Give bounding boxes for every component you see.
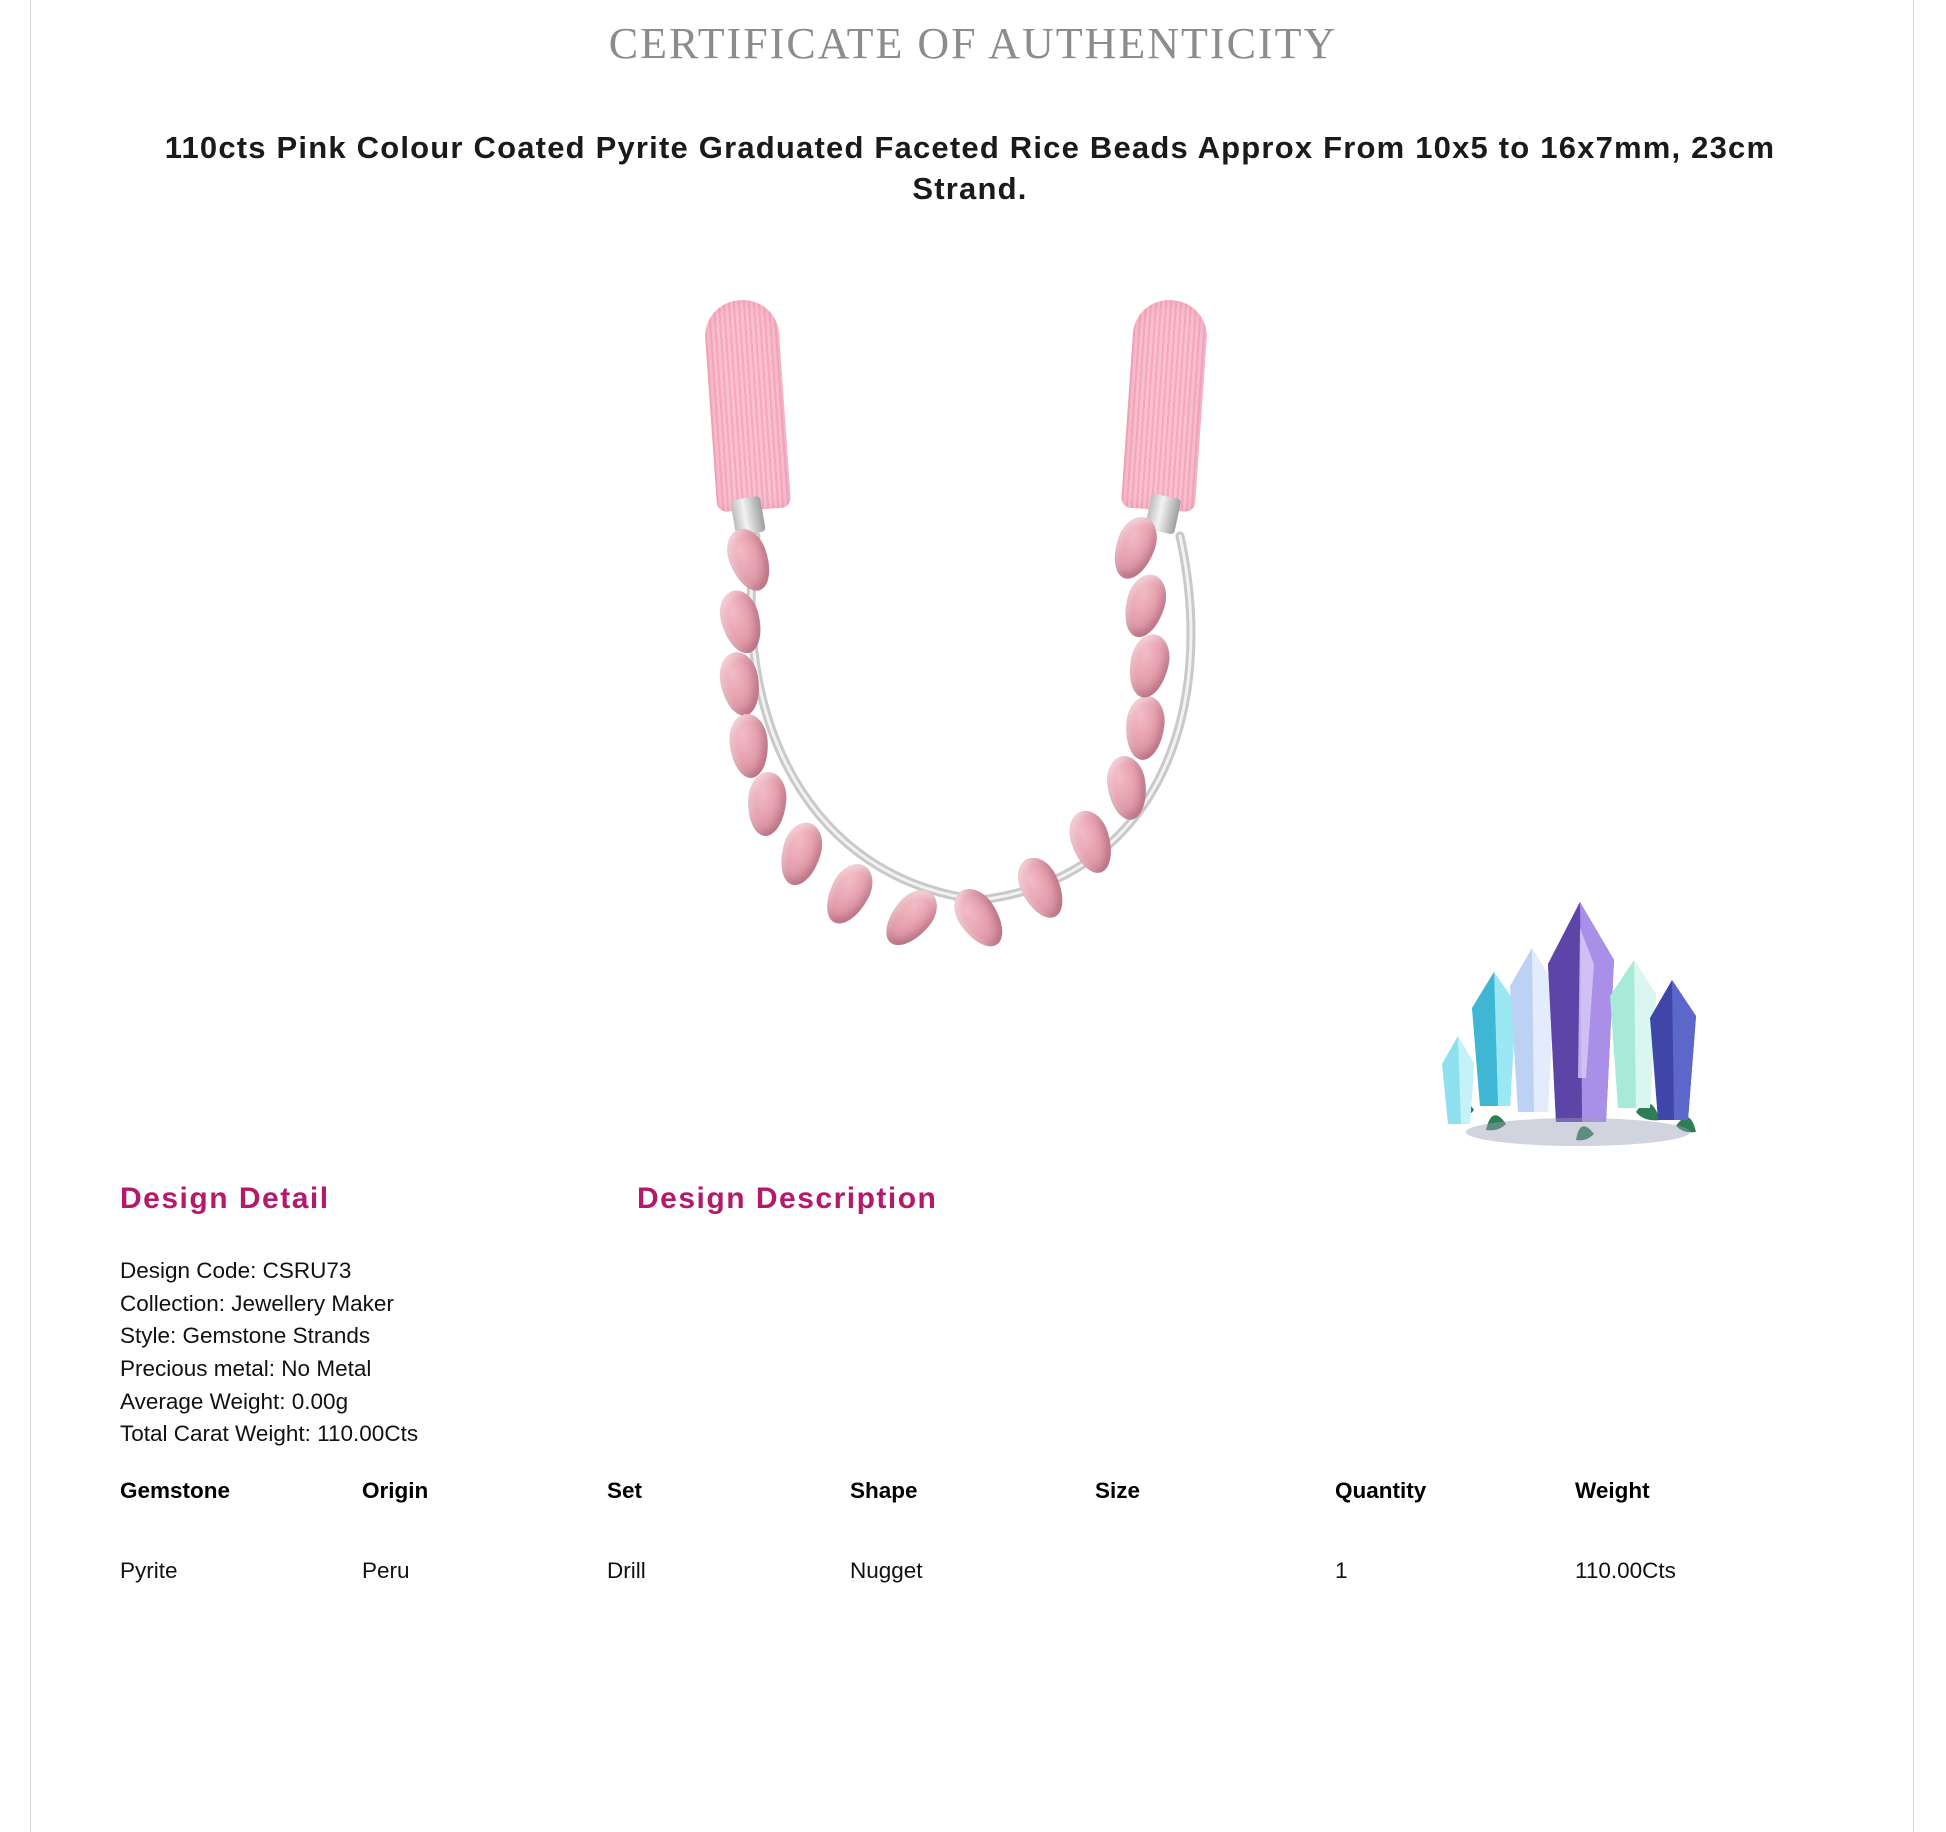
header-quantity: Quantity: [1335, 1478, 1427, 1503]
design-detail-list: [120, 1255, 740, 1451]
cell-gemstone: Pyrite: [120, 1558, 178, 1583]
table-header-row: [120, 1478, 1810, 1558]
header-weight: Weight: [1575, 1478, 1650, 1503]
cell-origin: Peru: [362, 1558, 410, 1583]
product-title: 110cts Pink Colour Coated Pyrite Graduated Faceted Rice Beads Approx From 10x5 to 16x7mm, 23cm Strand.: [164, 130, 1776, 206]
header-gemstone: Gemstone: [120, 1478, 231, 1503]
certificate-title: CERTIFICATE OF AUTHENTICITY: [608, 19, 1338, 68]
cell-set: Drill: [607, 1558, 646, 1583]
design-description-heading: Design Description: [637, 1182, 938, 1215]
cell-quantity: 1: [1335, 1558, 1348, 1583]
total-carat-weight: Total Carat Weight: 110.00Cts: [120, 1421, 419, 1447]
header-size: Size: [1095, 1478, 1141, 1503]
cell-size: [1095, 1558, 1335, 1584]
crystal-cluster-image: [1428, 868, 1718, 1158]
cell-weight: 110.00Cts: [1575, 1558, 1676, 1583]
header-shape: Shape: [850, 1478, 918, 1503]
style: Style: Gemstone Strands: [120, 1323, 371, 1349]
page-edge-left-rule: [30, 0, 31, 1832]
gemstone-table: [120, 1478, 1810, 1584]
page-edge-right-rule: [1913, 0, 1914, 1832]
cell-shape: Nugget: [850, 1558, 923, 1583]
average-weight: Average Weight: 0.00g: [120, 1388, 349, 1414]
header-origin: Origin: [362, 1478, 429, 1503]
header-set: Set: [607, 1478, 643, 1503]
precious-metal: Precious metal: No Metal: [120, 1355, 372, 1381]
necklace-image: [660, 300, 1300, 980]
table-row: [120, 1558, 1810, 1584]
design-code: Design Code: CSRU73: [120, 1258, 352, 1283]
collection: Collection: Jewellery Maker: [120, 1290, 394, 1316]
design-detail-heading: Design Detail: [120, 1182, 330, 1215]
